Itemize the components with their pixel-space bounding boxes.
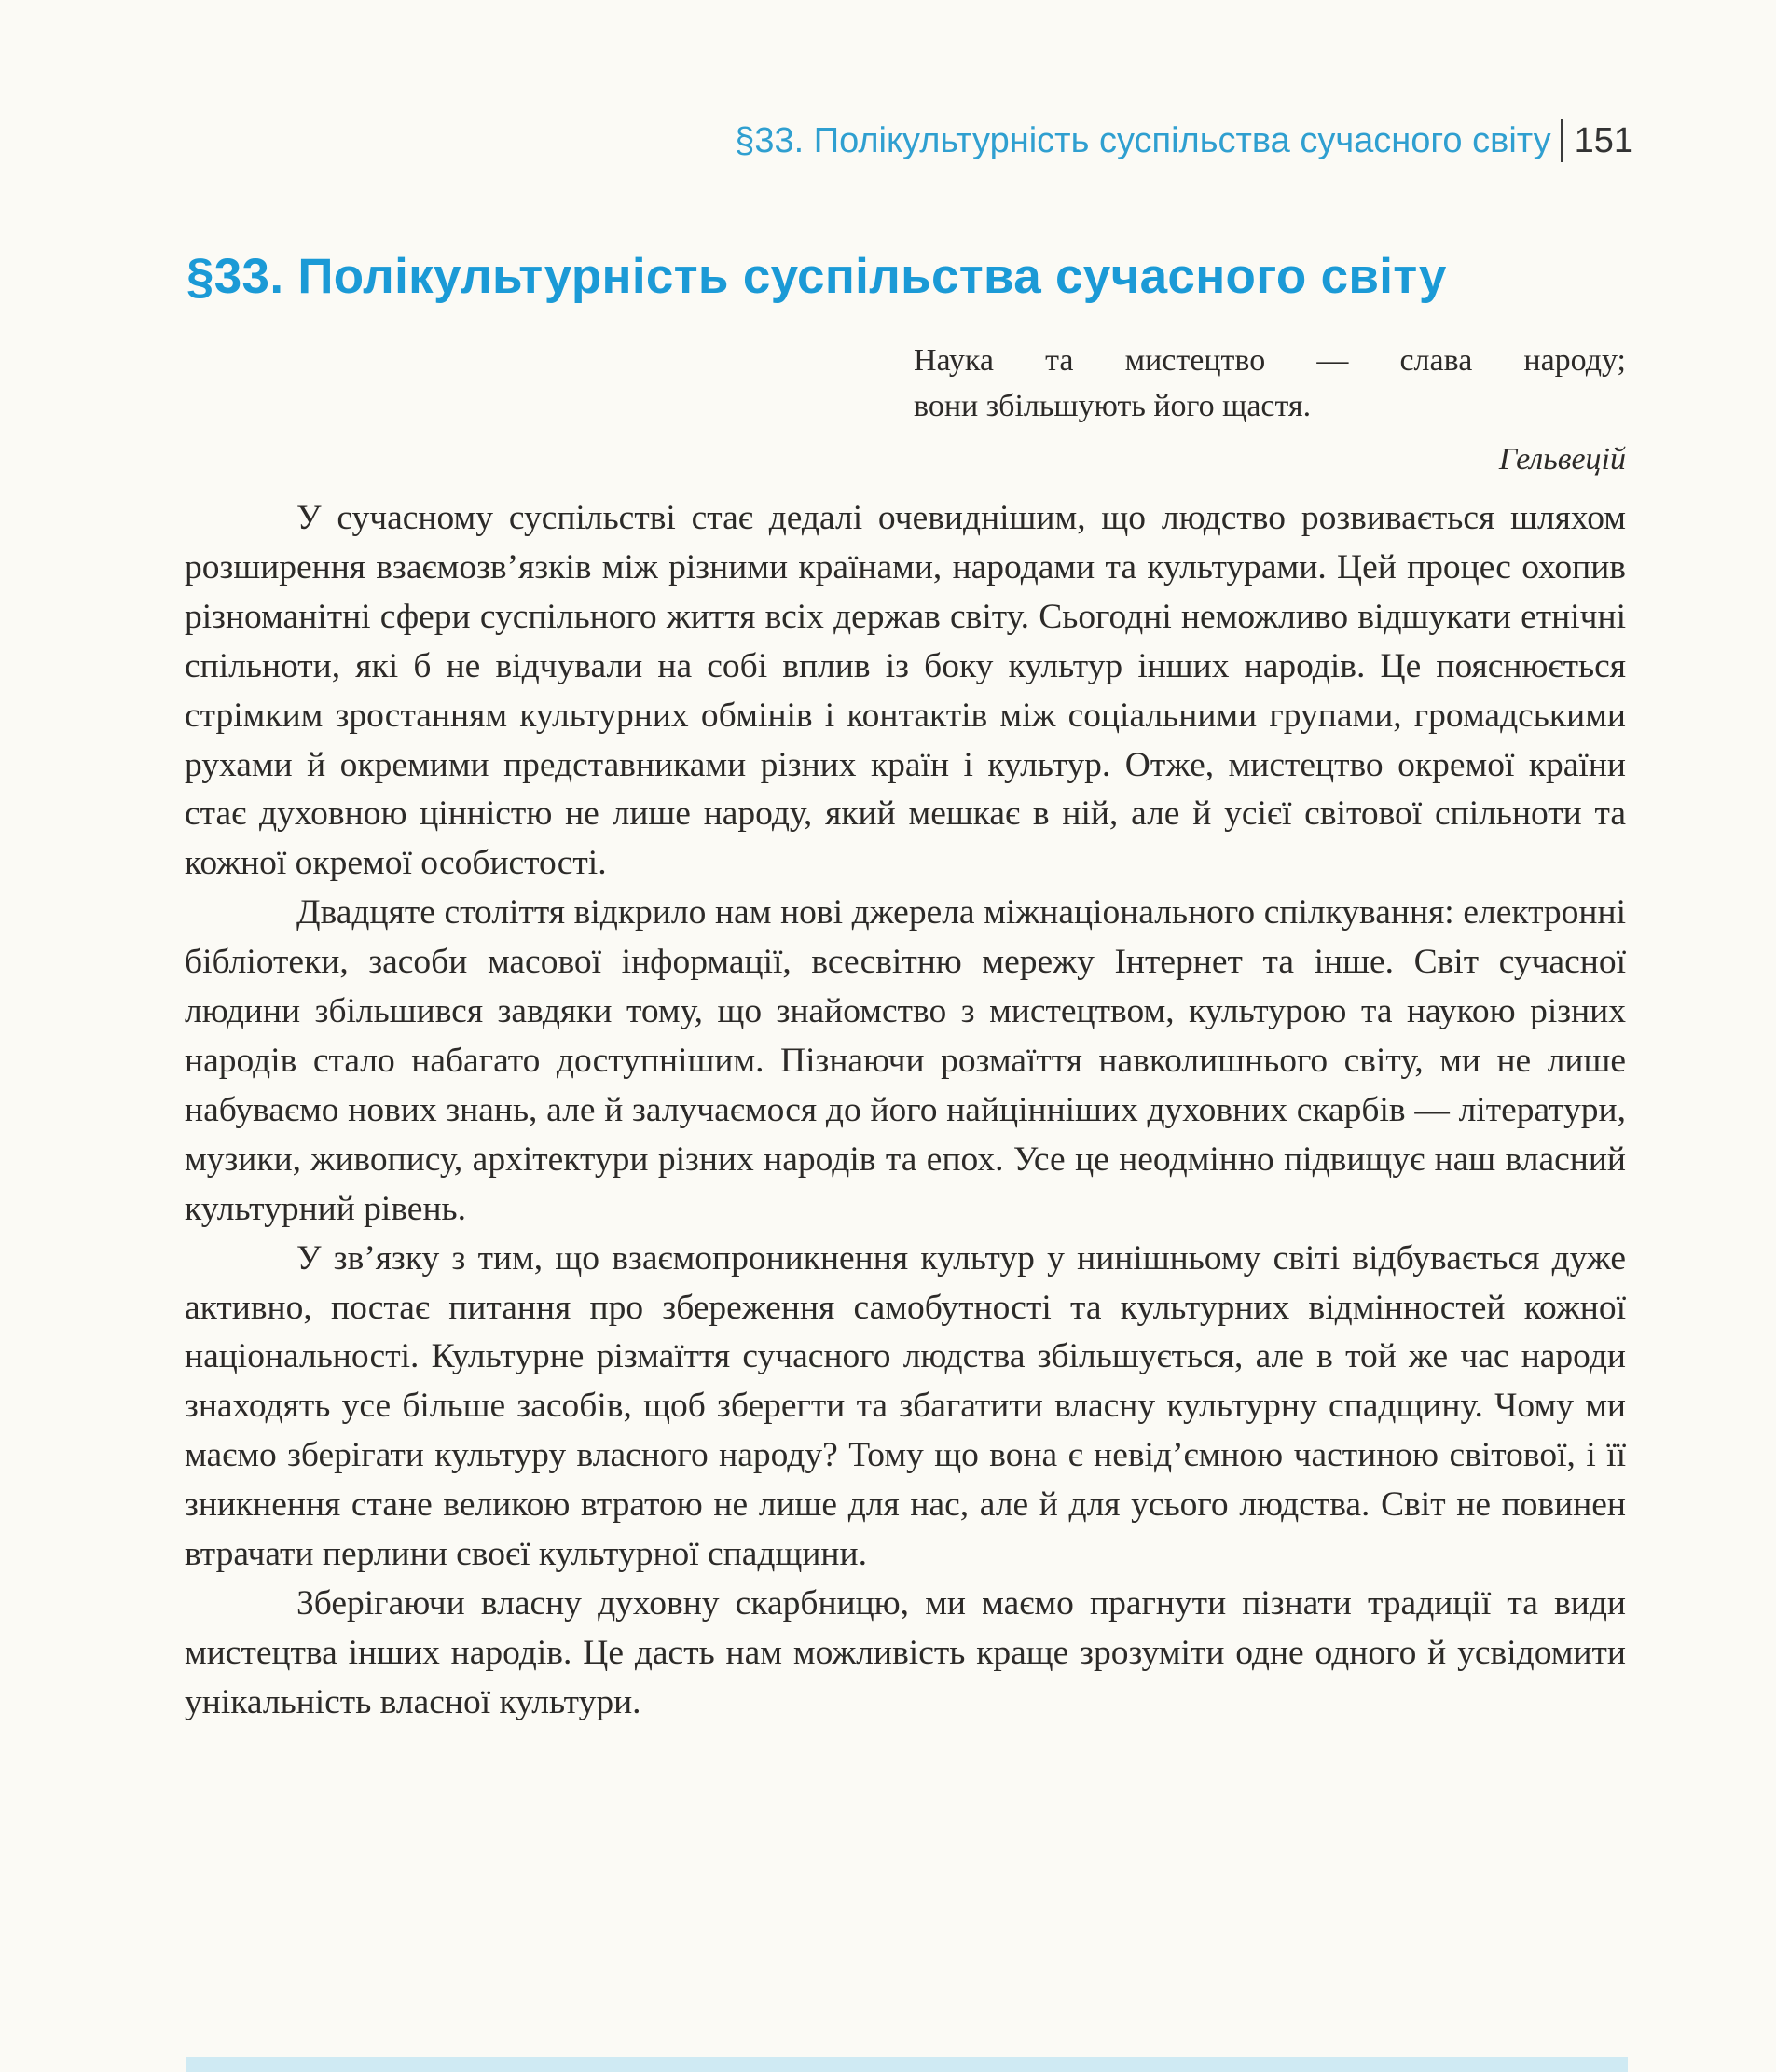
paragraph-4: Зберігаючи власну духовну скарбницю, ми маємо прагнути пізнати традиції та види мистецтва інших народів. Це дасть нам можливість краще зрозуміти одне одного й усвідомити унікальність власної культури. bbox=[185, 1583, 1626, 1721]
paragraph-3: У зв’язку з тим, що взаємопроникнення культур у нинішньому світі відбувається дуже активно, постає питання про збереження самобутності та культурних відмінностей кожної національності. Культурне різмаїття сучасного людства збільшується, але в той же час народи знаходять усе більше засобів, щоб зберегти та збагатити власну культурну спадщину. Чому ми маємо зберігати культуру власного народу? Тому що вона є невід’ємною частиною світової, і її зникнення стане великою втратою не лише для нас, але й для усього людства. Світ не повинен втрачати перлини своєї культурної спадщини. bbox=[185, 1238, 1626, 1574]
header-separator bbox=[1561, 119, 1563, 162]
epigraph-author: Гельвецій bbox=[1498, 442, 1626, 477]
epigraph-line-2: вони збільшують його щастя. bbox=[914, 389, 1312, 423]
running-title: §33. Полікультурність суспільства сучасного світу bbox=[735, 121, 1551, 160]
epigraph-line-1: Наука та мистецтво — слава народу; bbox=[914, 343, 1626, 378]
page-number: 151 bbox=[1574, 121, 1633, 160]
section-title: §33. Полікультурність суспільства сучасного світу bbox=[186, 249, 1447, 304]
epigraph bbox=[914, 338, 1626, 482]
paragraph-1: У сучасному суспільстві стає дедалі очевиднішим, що людство розвивається шляхом розширення взаємозв’язків між різними країнами, народами та культурами. Цей процес охопив різноманітні сфери суспільного життя всіх держав світу. Сьогодні неможливо відшукати етнічні спільноти, які б не відчували на собі вплив із боку культур інших народів. Це пояснюється стрімким зростанням культурних обмінів і контактів між соціальними групами, громадськими рухами й окремими представниками різних країн і культур. Отже, мистецтво окремої країни стає духовною цінністю не лише народу, який мешкає в ній, але й усієї світової спільноти та кожної окремої особистості. bbox=[185, 499, 1626, 883]
bottom-highlight-band bbox=[186, 2057, 1628, 2072]
body-text bbox=[185, 494, 1626, 1728]
paragraph-2: Двадцяте століття відкрило нам нові джерела міжнаціонального спілкування: електронні бібліотеки, засоби масової інформації, всесвітню мережу Інтернет та інше. Світ сучасної людини збільшився завдяки тому, що знайомство з мистецтвом, культурою та наукою різних народів стало набагато доступнішим. Пізнаючи розмаїття навколишнього світу, ми не лише набуваємо нових знань, але й залучаємося до його найцінніших духовних скарбів — літератури, музики, живопису, архітектури різних народів та епох. Усе це неодмінно підвищує наш власний культурний рівень. bbox=[185, 893, 1626, 1228]
running-header bbox=[735, 119, 1633, 162]
